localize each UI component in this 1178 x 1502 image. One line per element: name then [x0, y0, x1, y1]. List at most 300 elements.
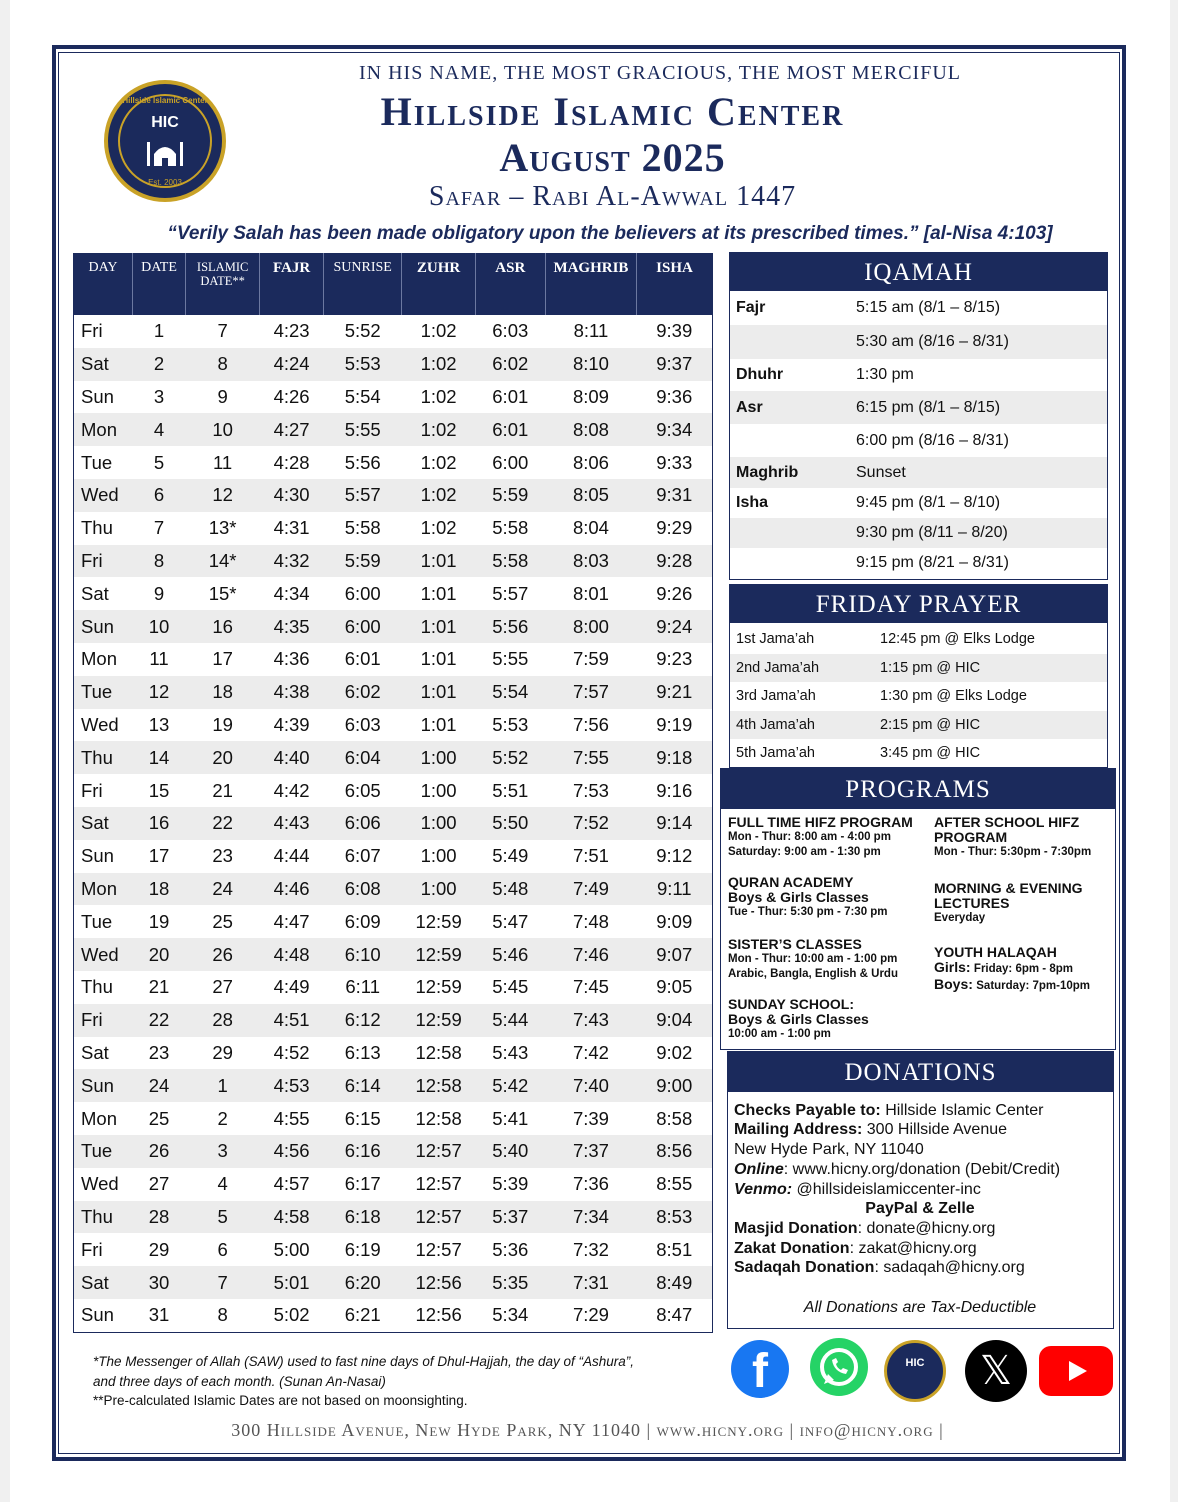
friday-row	[730, 711, 1107, 740]
table-cell: 7:31	[545, 1266, 636, 1299]
table-cell: Mon	[74, 413, 133, 446]
table-row	[74, 512, 713, 545]
girls-label: Girls:	[934, 959, 971, 975]
program-line: Mon - Thur: 8:00 am - 4:00 pm	[728, 831, 891, 843]
table-row	[74, 413, 713, 446]
table-cell: 1:02	[420, 451, 457, 473]
table-cell: 6:03	[344, 713, 381, 735]
table-cell: 6:00	[323, 610, 402, 643]
table-cell: 9:04	[637, 1004, 713, 1037]
table-row	[74, 315, 713, 348]
table-cell: 4:51	[260, 1004, 324, 1037]
table-cell: 6:13	[344, 1041, 381, 1063]
hic-logo	[104, 80, 226, 202]
table-cell: 6:16	[323, 1135, 402, 1168]
table-cell: 9:16	[656, 779, 693, 801]
table-cell: 5:55	[323, 413, 402, 446]
table-cell: 17	[148, 845, 170, 867]
value: Hillside Islamic Center	[885, 1102, 1044, 1119]
program-sub: Boys & Girls Classes	[728, 1011, 869, 1027]
table-cell: 23	[148, 1041, 170, 1063]
org-name: Hillside Islamic Center	[380, 89, 845, 134]
table-row	[74, 1135, 713, 1168]
table-cell: 1:02	[420, 517, 457, 539]
table-cell: 1:00	[420, 779, 457, 801]
program-line: Saturday: 9:00 am - 1:30 pm	[728, 846, 881, 858]
donation-online	[734, 1161, 1060, 1179]
table-row	[74, 1299, 713, 1332]
table-cell: Sat	[74, 807, 133, 840]
table-cell: 9:26	[656, 582, 693, 604]
table-cell: 8:55	[656, 1173, 693, 1195]
table-cell: 15*	[208, 582, 237, 604]
col-sunrise: SUNRISE	[323, 254, 402, 316]
program-line: 10:00 am - 1:00 pm	[728, 1028, 831, 1040]
table-cell: 5:55	[492, 648, 529, 670]
table-cell: 7:55	[545, 741, 636, 774]
table-cell: 1:00	[402, 807, 475, 840]
logo-monogram: HIC	[151, 114, 179, 131]
table-cell: 4:43	[260, 807, 324, 840]
table-cell: 4:38	[260, 676, 324, 709]
table-cell: 6	[217, 1238, 228, 1260]
table-cell: 6:01	[475, 413, 545, 446]
programs-title: PROGRAMS	[721, 769, 1115, 809]
table-cell: 10	[186, 413, 260, 446]
table-cell: Sat	[74, 1266, 133, 1299]
iqamah-label: Fajr	[736, 299, 766, 316]
table-cell: 4:44	[273, 845, 310, 867]
donation-checks	[734, 1102, 1043, 1120]
table-cell: 1:02	[420, 385, 457, 407]
table-cell: 12:57	[402, 1135, 475, 1168]
iqamah-label: Dhuhr	[736, 366, 784, 383]
table-cell: 7:56	[572, 713, 609, 735]
table-cell: 6:10	[323, 938, 402, 971]
friday-row	[730, 654, 1107, 683]
table-row	[74, 1037, 713, 1070]
table-cell: 4:58	[260, 1201, 324, 1234]
program-title: SISTER’S CLASSES	[728, 936, 862, 952]
table-cell: 5:53	[492, 713, 529, 735]
table-cell: Sun	[81, 385, 114, 407]
table-cell: 4:24	[260, 348, 324, 381]
table-cell: Tue	[81, 910, 113, 932]
table-cell: 13	[148, 713, 170, 735]
table-cell: 9:09	[656, 910, 693, 932]
table-cell: 14*	[186, 545, 260, 578]
table-cell: 12:56	[402, 1266, 475, 1299]
table-cell: 5:40	[475, 1135, 545, 1168]
table-cell: 5:34	[492, 1304, 529, 1326]
table-row	[74, 643, 713, 676]
table-cell: 4:26	[273, 385, 310, 407]
col-maghrib: MAGHRIB	[545, 254, 636, 316]
boys-time: Saturday: 7pm-10pm	[976, 980, 1091, 992]
program-title: AFTER SCHOOL HIFZ	[934, 814, 1080, 830]
table-cell: 6:01	[492, 385, 529, 407]
table-cell: 9:23	[656, 648, 693, 670]
table-cell: 11	[213, 451, 233, 473]
table-cell: 24	[186, 873, 260, 906]
table-row	[74, 446, 713, 479]
table-cell: 2	[133, 348, 186, 381]
iqamah-time: 1:30 pm	[856, 366, 914, 383]
table-cell: 5:58	[475, 545, 545, 578]
table-cell: 9:07	[637, 938, 713, 971]
table-row	[74, 905, 713, 938]
program-title: MORNING & EVENING	[934, 880, 1083, 896]
table-row	[74, 676, 713, 709]
table-cell: Fri	[81, 320, 103, 342]
table-cell: 9:29	[656, 517, 693, 539]
table-cell: 7	[217, 320, 228, 342]
table-cell: 7:32	[572, 1238, 609, 1260]
table-cell: 29	[212, 1041, 233, 1063]
table-cell: 25	[212, 910, 233, 932]
table-cell: 9:12	[656, 845, 693, 867]
jamaah-label: 5th Jama’ah	[736, 745, 815, 761]
table-cell: 4:34	[273, 582, 310, 604]
month-title: August 2025	[499, 135, 726, 180]
table-cell: 8	[186, 348, 260, 381]
table-cell: 25	[148, 1107, 170, 1129]
table-cell: 4:53	[260, 1069, 324, 1102]
table-cell: 5:49	[492, 845, 529, 867]
table-cell: 4:32	[260, 545, 324, 578]
table-cell: 6:06	[323, 807, 402, 840]
jamaah-label: 4th Jama’ah	[736, 716, 815, 733]
table-cell: 20	[186, 741, 260, 774]
iqamah-time: 5:30 am (8/16 – 8/31)	[856, 333, 1009, 350]
donation-city: New Hyde Park, NY 11040	[734, 1141, 924, 1158]
donation-venmo	[734, 1181, 981, 1199]
donation-link[interactable]: : www.hicny.org/donation (Debit/Credit)	[783, 1161, 1061, 1178]
table-cell: 12:57	[415, 1173, 462, 1195]
table-cell: 12:58	[402, 1069, 475, 1102]
donation-masjid	[734, 1220, 995, 1238]
girls-time: Friday: 6pm - 8pm	[973, 963, 1073, 975]
table-cell: 8:53	[637, 1201, 713, 1234]
table-cell: 6:09	[344, 910, 381, 932]
table-cell: Sat	[81, 1041, 109, 1063]
table-cell: 4:35	[260, 610, 324, 643]
whatsapp-icon[interactable]	[810, 1338, 868, 1396]
table-cell: 14	[133, 741, 186, 774]
program-lectures	[934, 881, 1083, 926]
program-title: FULL TIME HIFZ PROGRAM	[728, 814, 913, 830]
iqamah-time: 6:15 pm (8/1 – 8/15)	[856, 399, 1001, 416]
logo-arc-text: Hillside Islamic Center	[122, 96, 208, 105]
table-cell: Tue	[81, 451, 113, 473]
table-cell: Sat	[81, 582, 109, 604]
table-row	[74, 610, 713, 643]
table-cell: 5:52	[344, 320, 381, 342]
table-cell: 8:06	[572, 451, 609, 473]
table-cell: 12:59	[402, 938, 475, 971]
table-cell: 6:01	[344, 648, 381, 670]
table-cell: 1:01	[402, 676, 475, 709]
program-youth	[934, 945, 1090, 994]
table-cell: 5:59	[475, 479, 545, 512]
table-cell: Mon	[74, 873, 133, 906]
table-cell: 1:02	[402, 348, 475, 381]
iqamah-row	[730, 359, 1107, 391]
table-cell: 4:36	[273, 648, 310, 670]
table-row	[74, 709, 713, 742]
table-cell: 16	[186, 610, 260, 643]
col-day: DAY	[74, 254, 133, 316]
table-cell: 7:59	[572, 648, 609, 670]
table-cell: 7:51	[572, 845, 609, 867]
table-cell: 19	[212, 713, 233, 735]
table-cell: 8:49	[637, 1266, 713, 1299]
table-cell: 1:01	[402, 545, 475, 578]
table-cell: 4:40	[260, 741, 324, 774]
youtube-icon[interactable]	[1039, 1346, 1113, 1396]
table-cell: 5:39	[492, 1173, 529, 1195]
bismillah: IN HIS NAME, THE MOST GRACIOUS, THE MOST MERCIFUL	[358, 62, 962, 84]
jamaah-time: 12:45 pm @ Elks Lodge	[880, 631, 1035, 647]
table-cell: 12:59	[415, 910, 462, 932]
table-cell: 7:29	[572, 1304, 609, 1326]
table-cell: 9:34	[637, 413, 713, 446]
table-cell: Sun	[81, 1304, 114, 1326]
table-cell: 8	[133, 545, 186, 578]
table-cell: 4:47	[273, 910, 310, 932]
table-cell: 4:57	[273, 1173, 310, 1195]
jamaah-label: 1st Jama’ah	[736, 631, 815, 647]
table-cell: Wed	[81, 1173, 119, 1195]
table-cell: 8:10	[545, 348, 636, 381]
table-cell: 6:03	[492, 320, 529, 342]
table-cell: 5:50	[475, 807, 545, 840]
table-cell: 5:44	[475, 1004, 545, 1037]
table-row	[74, 1004, 713, 1037]
table-cell: Sun	[74, 1069, 133, 1102]
table-cell: 20	[133, 938, 186, 971]
table-cell: 17	[212, 648, 233, 670]
table-cell: 4:31	[273, 517, 310, 539]
label: Zakat Donation	[734, 1240, 850, 1257]
iqamah-row	[730, 325, 1107, 359]
table-cell: 5:59	[323, 545, 402, 578]
table-cell: 6:15	[344, 1107, 381, 1129]
table-cell: 6:11	[345, 976, 381, 998]
table-row	[74, 577, 713, 610]
table-cell: 1:01	[402, 610, 475, 643]
table-cell: 8:56	[637, 1135, 713, 1168]
table-cell: Fri	[81, 1238, 103, 1260]
table-cell: 18	[186, 676, 260, 709]
program-sunday	[728, 997, 869, 1042]
program-line: Tue - Thur: 5:30 pm - 7:30 pm	[728, 906, 888, 918]
table-cell: 5:48	[475, 873, 545, 906]
email-link[interactable]: : zakat@hicny.org	[849, 1240, 977, 1257]
table-cell: 9:02	[656, 1041, 693, 1063]
col-isha: ISHA	[637, 254, 713, 316]
table-cell: 1:01	[420, 713, 457, 735]
table-cell: 12:57	[415, 1238, 462, 1260]
table-cell: 9:18	[637, 741, 713, 774]
table-cell: 7:42	[572, 1041, 609, 1063]
table-cell: 8:09	[572, 385, 609, 407]
table-cell: 12:59	[415, 976, 462, 998]
table-cell: 6:12	[323, 1004, 402, 1037]
table-cell: 5:52	[475, 741, 545, 774]
email-link[interactable]: : donate@hicny.org	[857, 1220, 996, 1237]
table-cell: 1:02	[420, 320, 457, 342]
x-icon[interactable]: 𝕏	[965, 1340, 1027, 1402]
table-cell: 6:02	[323, 676, 402, 709]
table-cell: 6:21	[344, 1304, 381, 1326]
boys-label: Boys:	[934, 976, 973, 992]
table-row	[74, 545, 713, 578]
program-quran	[728, 875, 888, 920]
table-cell: 9:19	[656, 713, 693, 735]
col-zuhr: ZUHR	[402, 254, 475, 316]
table-cell: Fri	[81, 779, 103, 801]
table-cell: Thu	[81, 517, 113, 539]
program-title: YOUTH HALAQAH	[934, 944, 1057, 960]
iqamah-title: IQAMAH	[730, 253, 1107, 291]
email-link[interactable]: : sadaqah@hicny.org	[874, 1259, 1025, 1276]
table-row	[74, 381, 713, 414]
table-cell: 5:00	[273, 1238, 310, 1260]
table-cell: 1:00	[402, 873, 475, 906]
table-cell: 8	[217, 1304, 228, 1326]
table-cell: 6:05	[344, 779, 381, 801]
jamaah-time: 2:15 pm @ HIC	[880, 716, 981, 733]
table-cell: 23	[212, 845, 233, 867]
table-cell: 6:04	[323, 741, 402, 774]
jamaah-label: 3rd Jama’ah	[736, 688, 816, 704]
table-cell: 4:42	[273, 779, 310, 801]
table-cell: Mon	[81, 648, 117, 670]
table-cell: 9:11	[637, 873, 713, 906]
table-cell: 7:36	[572, 1173, 609, 1195]
table-cell: 7:40	[545, 1069, 636, 1102]
tax-note: All Donations are Tax-Deductible	[803, 1299, 1037, 1316]
table-cell: 9:14	[637, 807, 713, 840]
table-cell: 3	[153, 385, 165, 407]
table-cell: 5:36	[492, 1238, 529, 1260]
table-cell: 5:45	[492, 976, 529, 998]
program-title: LECTURES	[934, 895, 1010, 911]
table-cell: Sun	[74, 610, 133, 643]
table-cell: 9:05	[656, 976, 693, 998]
table-cell: 5:37	[475, 1201, 545, 1234]
facebook-icon[interactable]: f	[731, 1340, 789, 1398]
table-cell: 7	[186, 1266, 260, 1299]
table-cell: 12:56	[415, 1304, 462, 1326]
program-sub: Boys & Girls Classes	[728, 889, 869, 905]
table-cell: 4:56	[260, 1135, 324, 1168]
table-cell: 5:57	[492, 582, 529, 604]
table-cell: 5:58	[492, 517, 529, 539]
friday-title: FRIDAY PRAYER	[730, 585, 1107, 623]
table-cell: 30	[133, 1266, 186, 1299]
table-cell: 9	[217, 385, 228, 407]
donation-mailing	[734, 1121, 1007, 1139]
iqamah-time: 5:15 am (8/1 – 8/15)	[856, 299, 1001, 316]
table-cell: 12:57	[402, 1201, 475, 1234]
table-cell: 9	[153, 582, 165, 604]
table-cell: 11	[149, 648, 169, 670]
table-row	[74, 840, 713, 873]
table-cell: 1:02	[402, 413, 475, 446]
table-cell: 10	[133, 610, 186, 643]
iqamah-time: Sunset	[856, 464, 906, 481]
table-cell: 28	[133, 1201, 186, 1234]
table-cell: Fri	[74, 1004, 133, 1037]
col-islamic-date: ISLAMIC DATE**	[186, 254, 260, 316]
value: @hillsideislamiccenter-inc	[796, 1181, 981, 1198]
table-cell: 4:49	[273, 976, 310, 998]
program-title: QURAN ACADEMY	[728, 874, 854, 890]
table-cell: 16	[133, 807, 186, 840]
iqamah-row	[730, 457, 1107, 488]
table-cell: 5:57	[323, 479, 402, 512]
table-cell: Sun	[81, 845, 114, 867]
table-cell: 5:46	[475, 938, 545, 971]
iqamah-row	[730, 518, 1107, 548]
table-row	[74, 1069, 713, 1102]
table-cell: 4:52	[273, 1041, 310, 1063]
table-row	[74, 1168, 713, 1201]
table-row	[74, 1201, 713, 1234]
hic-logo-icon[interactable]	[884, 1340, 946, 1402]
table-cell: Sat	[74, 348, 133, 381]
friday-box	[729, 584, 1108, 768]
iqamah-label: Maghrib	[736, 464, 799, 481]
table-cell: 29	[148, 1238, 170, 1260]
iqamah-row	[730, 488, 1107, 518]
table-cell: 8:05	[545, 479, 636, 512]
table-cell: 8:51	[656, 1238, 693, 1260]
friday-row	[730, 682, 1107, 711]
table-cell: 2	[217, 1107, 228, 1129]
table-cell: Wed	[74, 479, 133, 512]
table-cell: 4:28	[273, 451, 310, 473]
iqamah-row	[730, 548, 1107, 578]
table-cell: 15	[148, 779, 170, 801]
iqamah-label: Isha	[736, 494, 769, 511]
friday-row	[730, 739, 1107, 768]
table-cell: 22	[133, 1004, 186, 1037]
table-cell: 8:03	[545, 545, 636, 578]
table-cell: 7:53	[572, 779, 609, 801]
table-cell: 5	[186, 1201, 260, 1234]
table-cell: 1	[153, 320, 165, 342]
table-cell: 21	[212, 779, 233, 801]
table-cell: 13*	[208, 517, 237, 539]
table-cell: 7:49	[545, 873, 636, 906]
table-cell: 6	[133, 479, 186, 512]
table-cell: 6:02	[475, 348, 545, 381]
label: Checks Payable to:	[734, 1102, 881, 1119]
table-cell: 7:34	[545, 1201, 636, 1234]
jamaah-time: 1:30 pm @ Elks Lodge	[880, 688, 1027, 704]
table-cell: 5:41	[492, 1107, 529, 1129]
table-header-row	[74, 254, 713, 316]
table-cell: 1:00	[420, 845, 457, 867]
table-row	[74, 1266, 713, 1299]
table-cell: Wed	[81, 713, 119, 735]
program-line: Mon - Thur: 10:00 am - 1:00 pm	[728, 953, 898, 965]
table-cell: 5:02	[273, 1304, 310, 1326]
table-cell: Mon	[81, 1107, 117, 1129]
